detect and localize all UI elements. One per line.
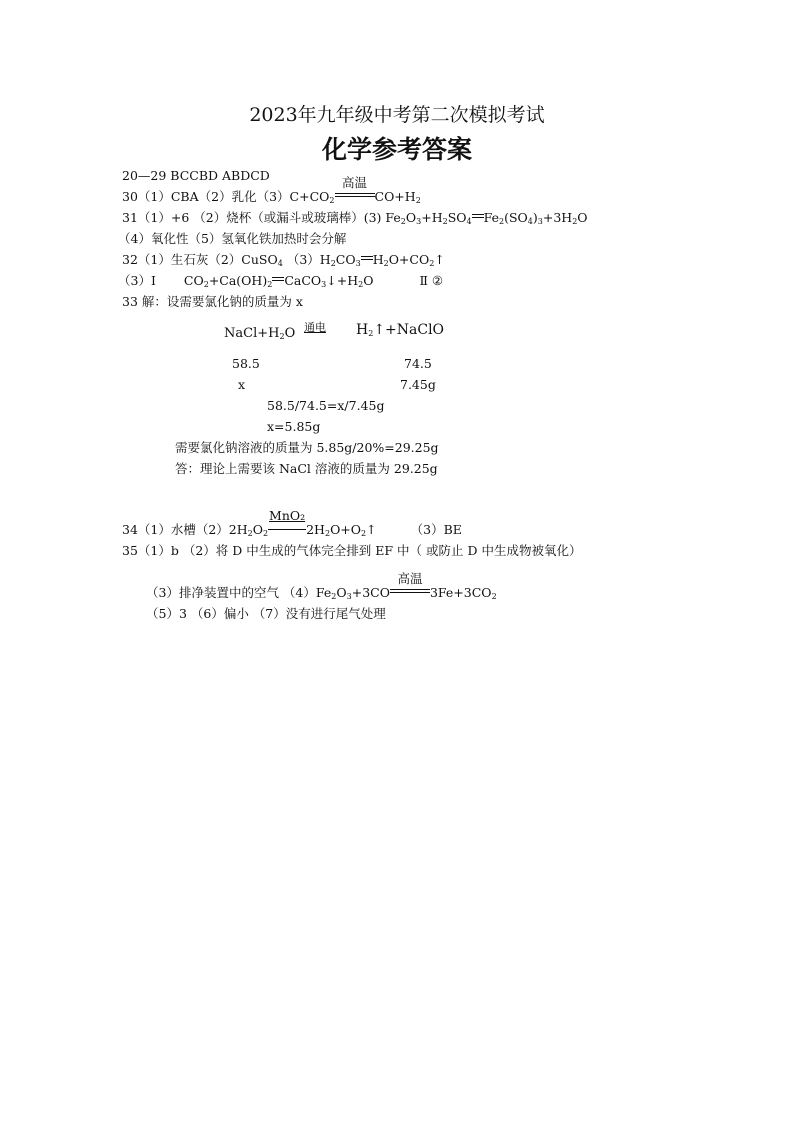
answer-32-line2: （3）Ⅰ $CO_2+Ca(OH)_2$ $CaCO_3↓+H_2O$ Ⅱ ② (118, 273, 444, 289)
answer-key-heading: 化学参考答案 (321, 135, 472, 164)
equals-sign (361, 256, 373, 260)
answer-35-line2: （3）排净装置中的空气 $(4)Fe_2O_3+3CO$ 高温 $3Fe+3CO_2$ (146, 571, 497, 601)
reaction-condition: 高温 (390, 585, 430, 601)
answer-35-line3: （5）3 （6）偏小 （7）没有进行尾气处理 (146, 606, 386, 621)
answer-33-ratio: 58.5/74.5=x/7.45g (267, 398, 385, 413)
answer-33-result: x=5.85g (267, 419, 321, 434)
answer-33-unknown: x (238, 377, 246, 392)
answer-33-mass-naclo: 74.5 (404, 356, 432, 371)
answer-33-final: 答：理论上需要该 NaCl 溶液的质量为 29.25g (175, 461, 438, 476)
exam-title: 2023年九年级中考第二次模拟考试 (249, 104, 545, 126)
answer-31-line1: 31（1）+6 （2）烧杯（或漏斗或玻璃棒）(3) $Fe_2O_3+H_2SO_4$ $Fe_2(SO_4)_3+3H_2O$ (122, 210, 588, 226)
answer-33-solution: 需要氯化钠溶液的质量为 5.85g/20%=29.25g (175, 440, 439, 455)
answer-32-line1: 32（1）生石灰（2）CuSO$_4$ $(3)H_2CO_3$ $H_2O+CO_2↑$ (122, 252, 445, 268)
answer-33-equation-right: $H_2↑+NaClO$ (356, 322, 445, 338)
answer-33-mass-nacl: 58.5 (232, 356, 260, 371)
answers-20-29: 20—29 BCCBD ABDCD (122, 168, 270, 183)
answer-30: 30（1）CBA（2）乳化$(3)C+CO_2$ 高温 $CO+H_2$ (122, 175, 421, 205)
equals-sign (272, 277, 284, 281)
answer-31-line2: （4）氧化性（5）氢氧化铁加热时会分解 (118, 231, 347, 246)
answer-33-given: 7.45g (400, 377, 436, 392)
reaction-condition: MnO₂ (268, 522, 306, 538)
answer-35-line1: 35（1）b （2）将 D 中生成的气体完全排到 EF 中（ 或防止 D 中生成物被氧化） (122, 543, 582, 558)
answer-33-intro: 33 解：设需要氯化钠的质量为 x (122, 294, 303, 309)
answer-33-equation-left: $NaCl+H_2O$ (224, 326, 296, 341)
equals-sign (472, 214, 484, 218)
answer-34: 34（1）水槽$(2)2H_2O_2$ MnO₂ $2H_2O+O_2↑$ （3）BE (122, 508, 462, 538)
answer-33-equation-condition: 通电 (304, 321, 326, 334)
reaction-condition: 高温 (335, 189, 375, 205)
